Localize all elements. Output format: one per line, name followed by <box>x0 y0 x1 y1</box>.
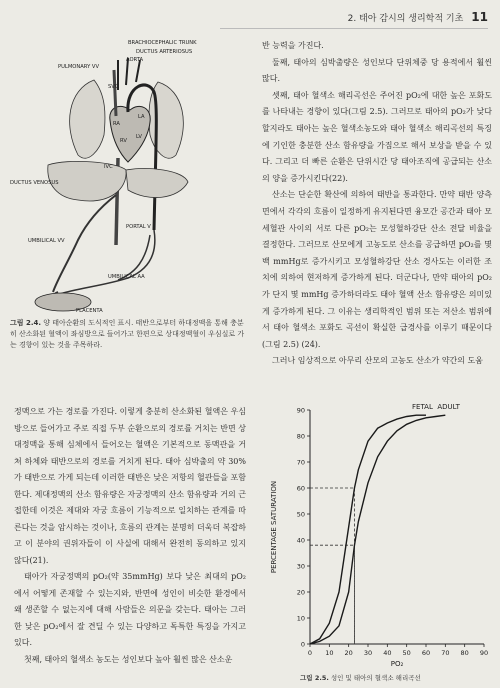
label-placenta: PLACENTA <box>76 308 103 314</box>
label-pulmonary-vv: PULMONARY VV <box>58 64 99 70</box>
reference-line <box>310 488 354 644</box>
paragraph: 산소는 단순한 확산에 의하여 태반을 통과한다. 만약 태반 양측면에서 각각의 흐름이 일정하게 유지된다면 융모간 공간과 태아 모세혈관 사이의 서로 다른 pO₂는 모성혈하강단 산소 전달 비율을 결정한다. 그러므로 산모에게 고농도로 산소를 공급하면 pO₂를 몇 백 mmHg로 증가시키고 모성혈하강단 산소 경사도는 이러한 조치에 의하여 현저하게 증가하게 된다. 더군다나, 만약 태아의 pO₂가 단지 몇 mmHg 증가하더라도 태아 혈액 산소 함유량은 의미있게 증가하게 된다. 그 이유는 생리학적인 범위 또는 저산소 범위에서 태아 혈색소 포화도 곡선이 확실한 급경사를 이루기 때문이다(그림 2.5) (24). <box>262 190 492 349</box>
y-tick-label: 60 <box>296 484 305 493</box>
y-tick-label: 70 <box>296 458 305 467</box>
y-tick-label: 40 <box>296 536 305 545</box>
x-tick-label: 20 <box>344 649 353 657</box>
paragraph: 둘째, 태아의 심박출량은 성인보다 단위체중 당 용적에서 훨씬 많다. <box>262 57 492 84</box>
chart-svg <box>262 398 494 670</box>
fetal-circulation-diagram <box>8 30 250 315</box>
series-line-adult <box>310 415 445 644</box>
x-tick-label: 40 <box>383 649 392 657</box>
x-tick-label: 70 <box>441 649 450 657</box>
label-umbilical-vv: UMBILICAL VV <box>28 238 65 244</box>
x-tick-label: 60 <box>421 649 431 657</box>
y-tick-label: 50 <box>296 510 305 519</box>
x-tick-label: 90 <box>479 649 489 657</box>
x-tick-label: 0 <box>307 649 313 657</box>
page-number: 11 <box>471 10 488 24</box>
y-tick-label: 90 <box>296 406 305 415</box>
body-text-left <box>14 404 246 668</box>
paragraph: 반 능력을 가진다. <box>262 41 324 50</box>
label-lv: LV <box>136 134 142 140</box>
paragraph: 셋째, 태아 혈색소 해리곡선은 주어진 pO₂에 대한 높은 포화도를 나타내는 경향이 있다(그림 2.5). 그러므로 태아의 pO₂가 낮다 할지라도 태아는 높은 혈색소농도와 태아 혈색소 해리곡선의 특징에 기인한 충분한 산소 함유량을 가짐으로 해서 보상을 받을 수 있다. 그리고 더 빠른 순환은 단위시간 당 태아조직에 공급되는 산소의 양을 증가시킨다(22). <box>262 90 492 183</box>
label-svc: SVC <box>108 84 119 90</box>
caption-label: 그림 2.4. <box>10 319 42 327</box>
y-tick-label: 10 <box>296 614 305 623</box>
x-axis-label: PO₂ <box>390 660 404 668</box>
x-tick-label: 10 <box>325 649 334 657</box>
label-ductus-arteriosus: DUCTUS ARTERIOSUS <box>136 49 193 55</box>
x-tick-label: 80 <box>460 649 469 657</box>
page-header <box>220 6 488 29</box>
caption-text: 성인 및 태아의 혈색소 해리곡선 <box>330 674 421 682</box>
label-ra: RA <box>113 121 120 127</box>
label-portal-v: PORTAL V <box>126 224 151 230</box>
x-tick-label: 50 <box>402 649 411 657</box>
label-la: LA <box>138 114 145 120</box>
body-text-right <box>262 38 492 370</box>
figure-caption-2-5 <box>300 673 490 682</box>
y-tick-label: 0 <box>300 640 305 649</box>
dissociation-curve-chart <box>262 398 494 670</box>
paragraph: 정맥으로 가는 경로를 가진다. 이렇게 충분히 산소화된 혈액은 우심방으로 들어가고 주로 직접 두부 순환으로의 경로를 거치는 반면 상대정맥을 통해 심체에서 들어오는 혈액은 기본적으로 동맥관을 거쳐 하체와 태반으로의 경로를 거치게 된다. 태아 심박출의 약 30%가 태반으로 가게 되는데 이러한 태반은 낮은 저항의 혈관들을 포함한다. 제대정맥의 산소 함유량은 자궁정맥의 산소 함유량과 거의 근접한데 이것은 제대와 자궁 흐름이 기능적으로 일치하는 관계를 따른다는 것을 암시하는 것이나, 흐름의 관계는 분명히 더욱더 복잡하고 이 분야의 권위자들이 이 사실에 대해서 완전히 동의하고 있지 않다(21). <box>14 407 246 565</box>
x-tick-label: 30 <box>363 649 373 657</box>
y-tick-label: 30 <box>296 562 305 571</box>
paragraph: 그러나 임상적으로 아무리 산모의 고농도 산소가 약간의 도움 <box>272 356 483 366</box>
figure-caption-2-4 <box>10 318 248 351</box>
label-umbilical-aa: UMBILICAL AA <box>108 274 145 280</box>
paragraph: 첫째, 태아의 혈색소 농도는 성인보다 높아 훨씬 많은 산소운 <box>24 654 233 664</box>
series-label-adult: ADULT <box>437 403 460 412</box>
fetal-circulation-figure <box>8 30 250 315</box>
y-tick-label: 80 <box>296 432 305 441</box>
series-label-fetal: FETAL <box>412 403 433 412</box>
y-tick-label: 20 <box>296 588 305 597</box>
label-ductus-venosus: DUCTUS VENOSUS <box>10 180 59 186</box>
label-brachiocephalic: BRACHIOCEPHALIC TRUNK <box>128 40 197 46</box>
running-title: 2. 태아 감시의 생리학적 기초 <box>347 13 464 24</box>
y-axis-label: PERCENTAGE SATURATION <box>270 480 278 574</box>
label-ivc: IVC <box>104 164 113 170</box>
series-line-fetal <box>310 415 426 644</box>
caption-text: 양 태아순환의 도식적인 표시. 태반으로부터 하대정맥을 통해 충분히 산소화된 혈액이 좌심방으로 들어가고 한편으로 상대정맥혈이 우심실로 가는 경향이 있는 것을 주목하라. <box>10 319 245 349</box>
paragraph: 태아가 자궁정맥의 pO₂(약 35mmHg) 보다 낮은 최대의 pO₂에서 어떻게 존재할 수 있는지와, 반면에 성인이 비슷한 환경에서 왜 생존할 수 없는지에 대해 사람들은 의문을 갖는다. 태아는 그러한 낮은 pO₂에서 잘 견딜 수 있는 다양하고 독특한 특징을 가지고 있다. <box>14 572 246 647</box>
label-rv: RV <box>120 138 127 144</box>
label-aorta: AORTA <box>126 57 144 63</box>
caption-label: 그림 2.5. <box>300 674 329 682</box>
